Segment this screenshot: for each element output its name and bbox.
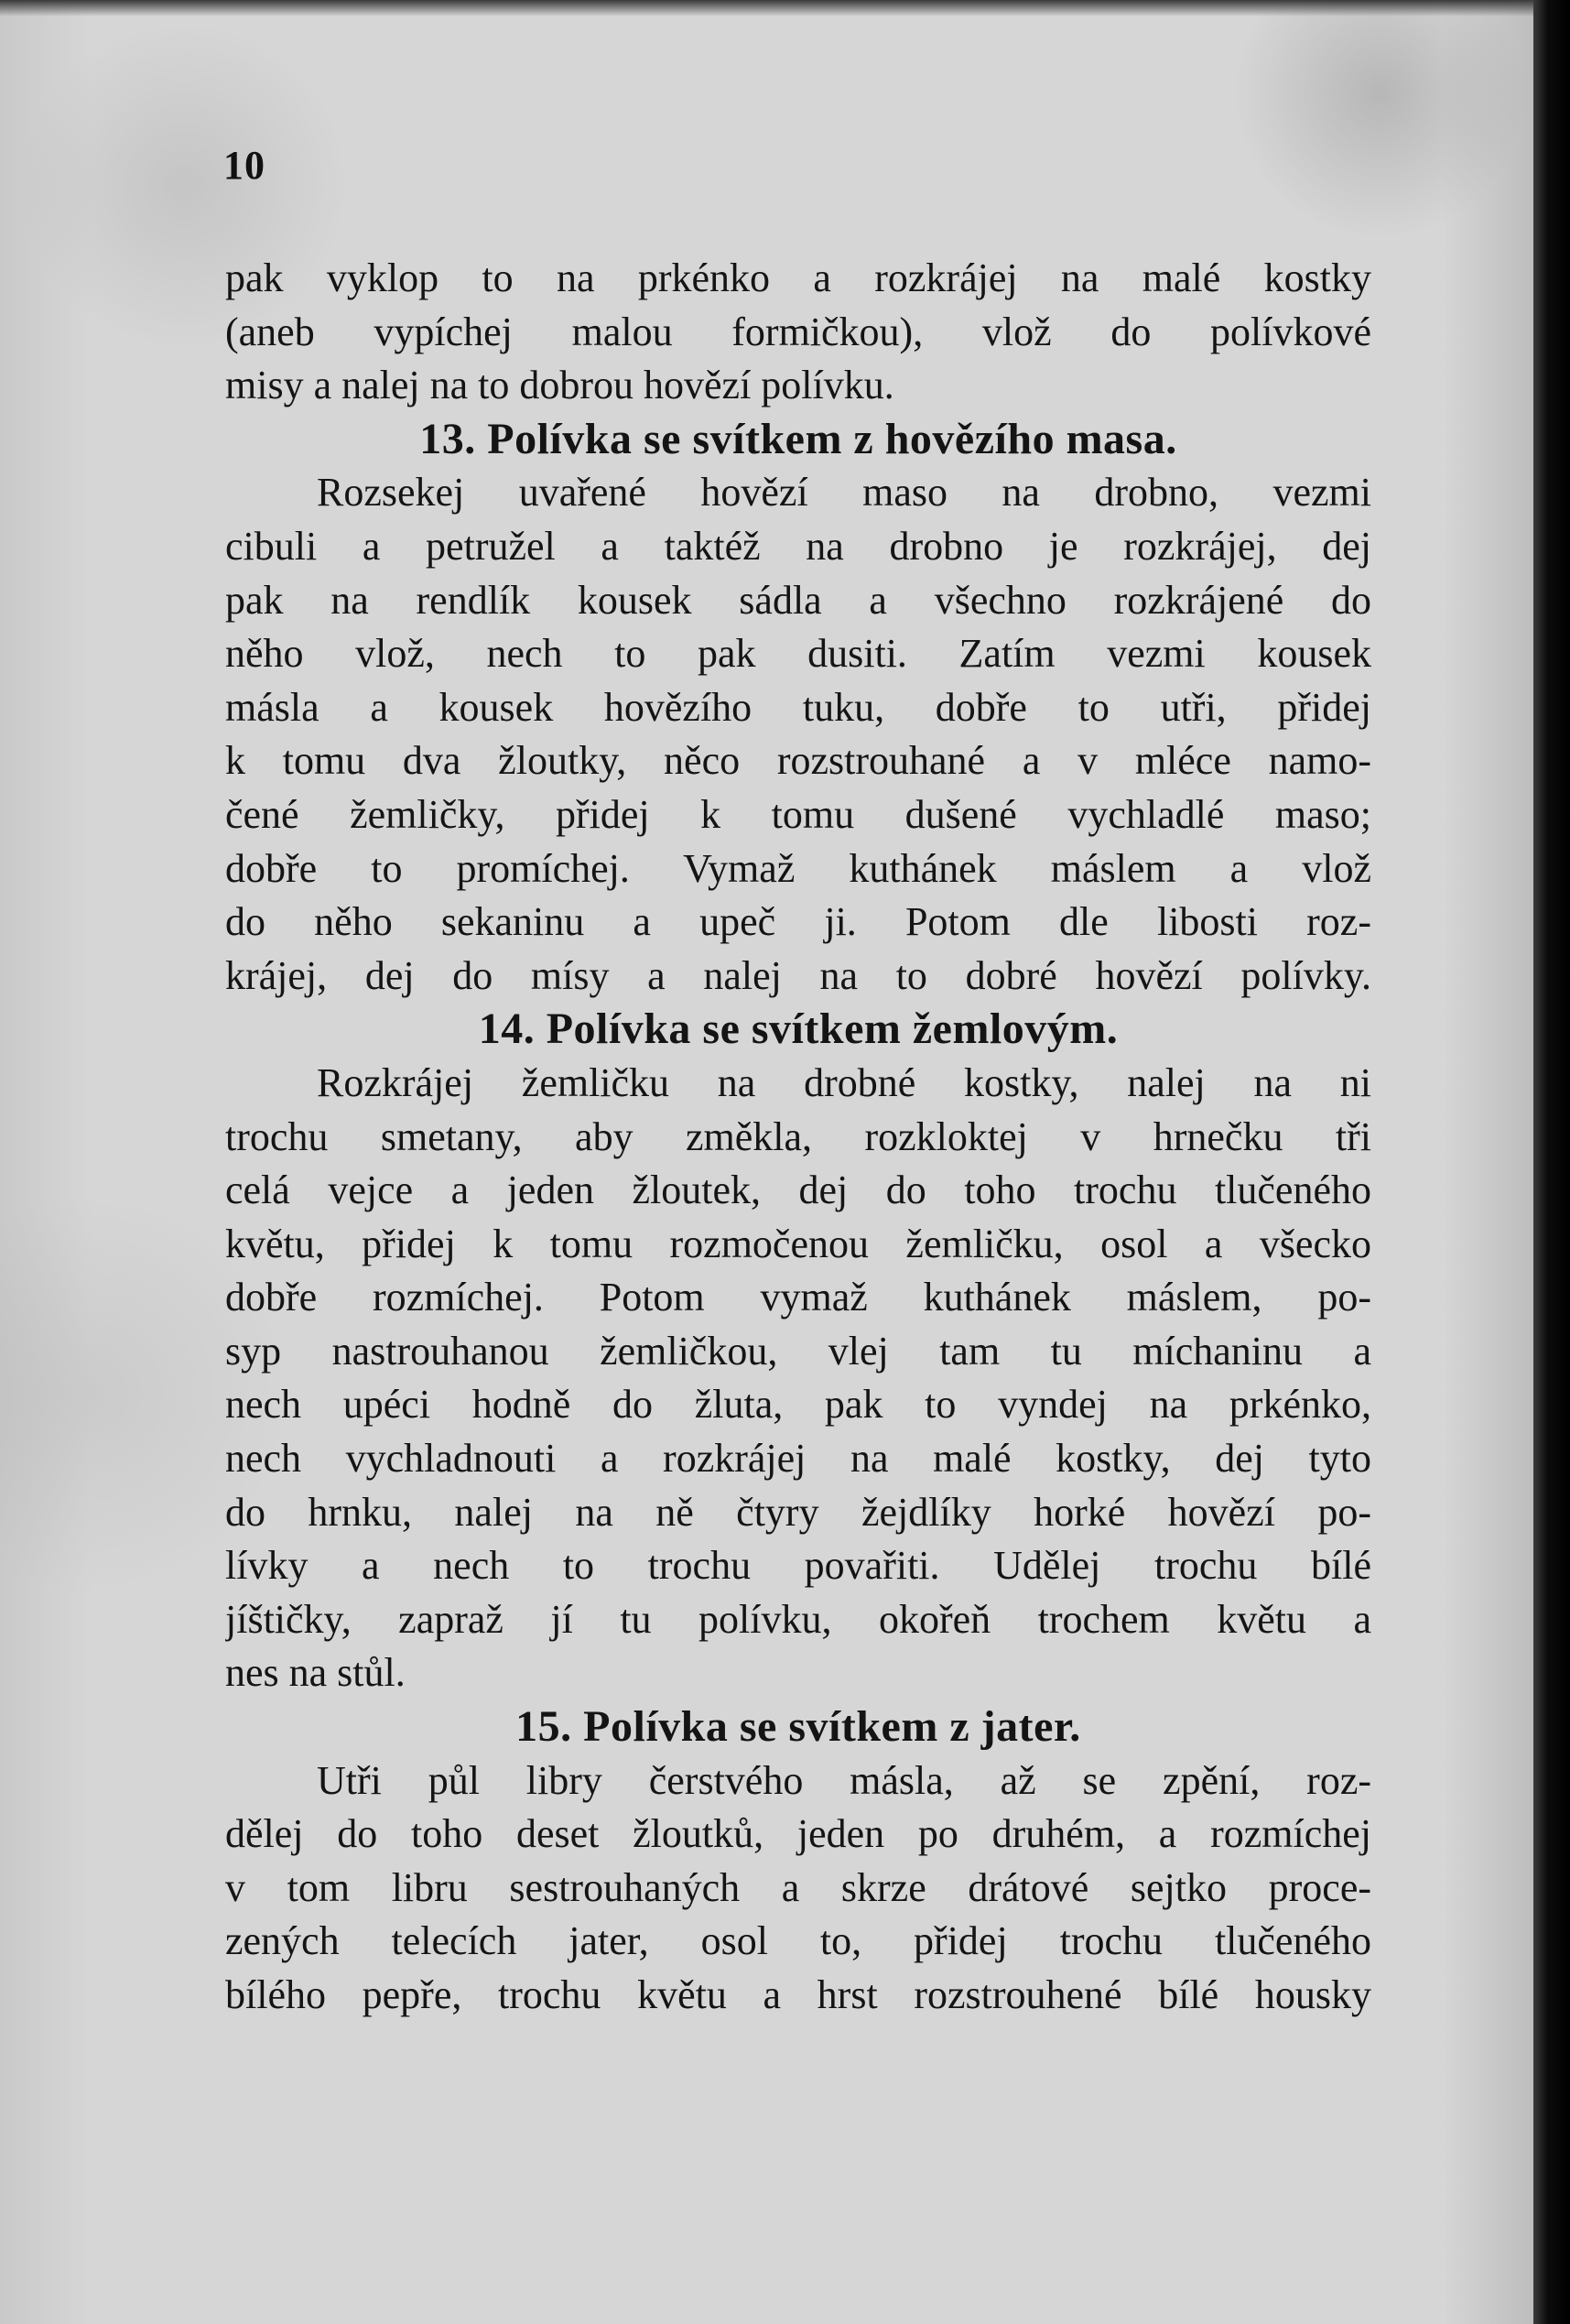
text-line: pak na rendlík kousek sádla a všechno rozkrájené do [225,577,1371,623]
text-line: dobře to promíchej. Vymaž kuthánek máslem a vlož [225,845,1371,891]
text-line: nech vychladnouti a rozkrájej na malé kostky, dej tyto [225,1436,1371,1482]
text-line: misy a nalej na to dobrou hovězí polívku. [225,363,894,408]
recipe-heading-15: 15. Polívka se svítkem z jater. [515,1702,1081,1752]
page-right-edge [1533,0,1570,2324]
text-line: bílého pepře, trochu květu a hrst rozstrouhené bílé housky [225,1972,1371,2017]
recipe-15-text [225,1754,1371,2023]
text-line: dobře rozmíchej. Potom vymaž kuthánek máslem, po- [225,1275,1371,1320]
text-line: krájej, dej do mísy a nalej na to dobré hovězí polívky. [225,952,1371,998]
text-line: syp nastrouhanou žemličkou, vlej tam tu míchaninu a [225,1328,1371,1374]
text-line: másla a kousek hovězího tuku, dobře to utři, přidej [225,684,1371,730]
text-line: něho vlož, nech to pak dusiti. Zatím vezmi kousek [225,631,1371,677]
text-line: zených telecích jater, osol to, přidej trochu tlučeného [225,1918,1371,1964]
text-line: do hrnku, nalej na ně čtyry žejdlíky horké hovězí po- [225,1489,1371,1535]
page-text [225,252,1371,2023]
page-top-shadow [0,0,1533,16]
text-line: pak vyklop to na prkénko a rozkrájej na malé kostky [225,255,1371,300]
paragraph-continuation [225,252,1371,413]
text-line: do něho sekaninu a upeč ji. Potom dle libosti roz- [225,899,1371,945]
recipe-heading-14: 14. Polívka se svítkem žemlovým. [478,1005,1119,1054]
text-line: trochu smetany, aby změkla, rozkloktej v hrnečku tři [225,1113,1371,1159]
text-line: nes na stůl. [225,1650,406,1696]
text-line: Utři půl libry čerstvého másla, až se zpění, roz- [317,1757,1371,1803]
text-line: Rozkrájej žemličku na drobné kostky, nalej na ni [317,1059,1371,1105]
text-line: v tom libru sestrouhaných a skrze drátové sejtko proce- [225,1864,1371,1910]
text-line: dělej do toho deset žloutků, jeden po druhém, a rozmíchej [225,1811,1371,1857]
text-line: cibuli a petružel a taktéž na drobno je rozkrájej, dej [225,523,1371,569]
recipe-13-text [225,466,1371,1003]
text-line: (aneb vypíchej malou formičkou), vlož do polívkové [225,309,1371,354]
text-line: celá vejce a jeden žloutek, dej do toho trochu tlučeného [225,1167,1371,1213]
text-line: nech upéci hodně do žluta, pak to vyndej na prkénko, [225,1382,1371,1428]
text-line: jíštičky, zapraž jí tu polívku, okořeň trochem květu a [225,1596,1371,1642]
text-line: k tomu dva žloutky, něco rozstrouhané a v mléce namo- [225,738,1371,784]
page-number: 10 [223,143,265,188]
recipe-14-text [225,1057,1371,1700]
text-line: lívky a nech to trochu povařiti. Udělej trochu bílé [225,1543,1371,1589]
text-line: květu, přidej k tomu rozmočenou žemličku, osol a všecko [225,1221,1371,1266]
text-line: Rozsekej uvařené hovězí maso na drobno, vezmi [317,470,1371,516]
text-line: čené žemličky, přidej k tomu dušené vychladlé maso; [225,791,1371,837]
recipe-heading-13: 13. Polívka se svítkem z hovězího masa. [419,414,1177,463]
